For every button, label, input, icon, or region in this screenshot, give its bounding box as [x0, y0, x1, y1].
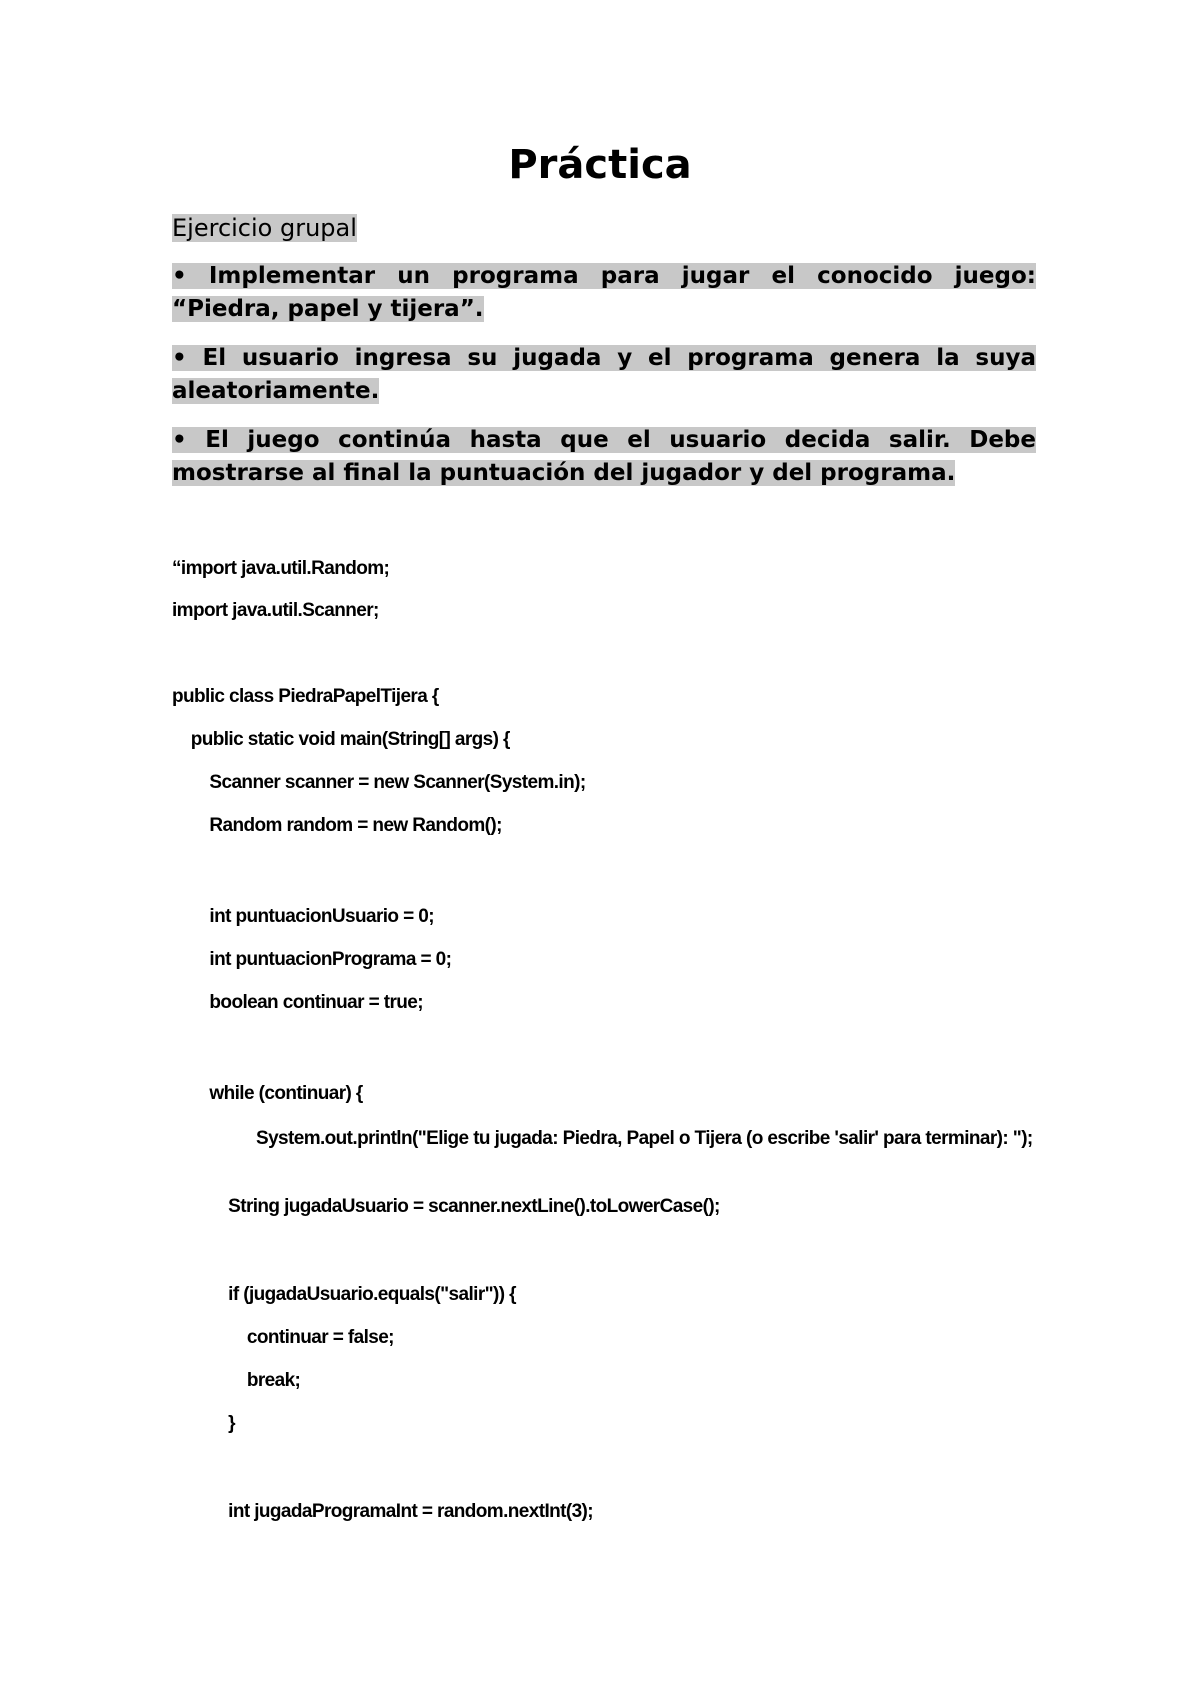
code-line: public static void main(String[] args) { — [172, 729, 510, 750]
code-line: continuar = false; — [172, 1327, 394, 1348]
code-line: break; — [172, 1370, 301, 1391]
bullet-text: • Implementar un programa para jugar el conocido juego: “Piedra, papel y tijera”. — [172, 263, 1036, 322]
page-title: Práctica — [508, 142, 692, 188]
bullet-text: • El usuario ingresa su jugada y el programa genera la suya aleatoriamente. — [172, 345, 1036, 404]
code-line: “import java.util.Random; — [172, 558, 390, 579]
bullet-item — [172, 424, 1036, 490]
section-subtitle — [172, 213, 357, 243]
bullet-text: • El juego continúa hasta que el usuario decida salir. Debe mostrarse al final la puntuación del jugador y del programa. — [172, 427, 1036, 486]
code-line: if (jugadaUsuario.equals("salir")) { — [172, 1284, 516, 1305]
code-line: } — [172, 1413, 235, 1434]
code-line: boolean continuar = true; — [172, 992, 423, 1013]
code-line: String jugadaUsuario = scanner.nextLine().toLowerCase(); — [172, 1196, 720, 1217]
code-line: while (continuar) { — [172, 1083, 363, 1104]
bullet-item — [172, 342, 1036, 408]
subtitle-text: Ejercicio grupal — [172, 214, 357, 242]
code-line: public class PiedraPapelTijera { — [172, 686, 439, 707]
code-line: Scanner scanner = new Scanner(System.in); — [172, 772, 586, 793]
code-line: int puntuacionPrograma = 0; — [172, 949, 452, 970]
code-line: Random random = new Random(); — [172, 815, 502, 836]
bullet-item — [172, 260, 1036, 326]
code-line: int puntuacionUsuario = 0; — [172, 906, 434, 927]
code-line: int jugadaProgramaInt = random.nextInt(3); — [172, 1501, 594, 1522]
code-line: import java.util.Scanner; — [172, 600, 379, 621]
code-line: System.out.println("Elige tu jugada: Piedra, Papel o Tijera (o escribe 'salir' para terminar): "); — [256, 1128, 1033, 1149]
